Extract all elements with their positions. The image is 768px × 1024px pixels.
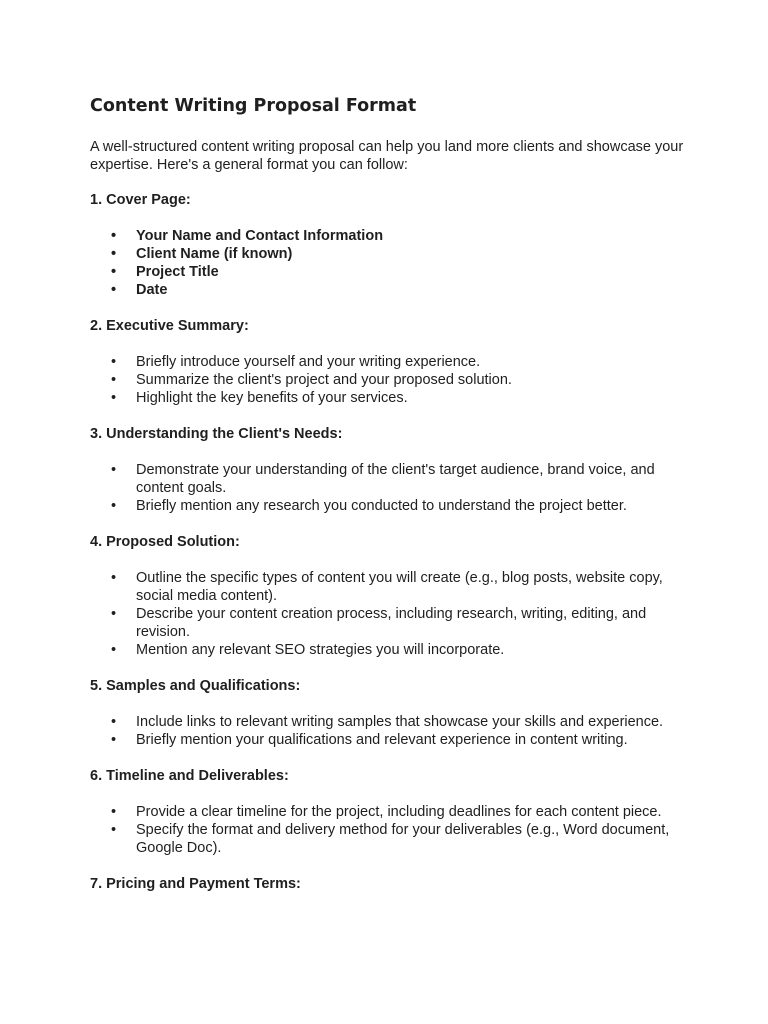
- list-item-text: Briefly introduce yourself and your writing experience.: [136, 354, 481, 370]
- list-item: [90, 353, 690, 371]
- section-heading: 1. Cover Page:: [90, 192, 191, 208]
- bullet-icon: •: [111, 390, 117, 406]
- bullet-icon: •: [111, 282, 117, 298]
- section-6: [90, 767, 690, 857]
- section-heading: 7. Pricing and Payment Terms:: [90, 876, 301, 892]
- bullet-icon: •: [111, 372, 117, 388]
- section-3: [90, 425, 690, 515]
- list-item-text: Your Name and Contact Information: [136, 228, 384, 244]
- section-heading: 2. Executive Summary:: [90, 318, 249, 334]
- list-item: [90, 389, 690, 407]
- section-heading: 6. Timeline and Deliverables:: [90, 768, 289, 784]
- list-item-text: Briefly mention your qualifications and relevant experience in content writing.: [136, 732, 628, 748]
- bullet-list: [90, 569, 690, 659]
- list-item-text: Describe your content creation process, including research, writing, editing, and revision.: [136, 606, 647, 640]
- list-item: [90, 821, 690, 857]
- bullet-list: [90, 461, 690, 515]
- bullet-icon: •: [111, 732, 117, 748]
- section-heading: 3. Understanding the Client's Needs:: [90, 426, 343, 442]
- bullet-icon: •: [111, 714, 117, 730]
- list-item-text: Demonstrate your understanding of the client's target audience, brand voice, and content goals.: [136, 462, 655, 496]
- bullet-list: [90, 803, 690, 857]
- list-item-text: Highlight the key benefits of your services.: [136, 390, 408, 406]
- list-item-text: Briefly mention any research you conducted to understand the project better.: [136, 498, 627, 514]
- list-item-text: Outline the specific types of content you will create (e.g., blog posts, website copy, social media content).: [136, 570, 663, 604]
- list-item: [90, 605, 690, 641]
- list-item-text: Project Title: [136, 264, 219, 280]
- bullet-icon: •: [111, 354, 117, 370]
- section-heading: 4. Proposed Solution:: [90, 534, 240, 550]
- list-item: [90, 803, 690, 821]
- list-item-text: Summarize the client's project and your proposed solution.: [136, 372, 512, 388]
- section-5: [90, 677, 690, 749]
- bullet-icon: •: [111, 570, 117, 586]
- bullet-icon: •: [111, 606, 117, 622]
- bullet-icon: •: [111, 228, 117, 244]
- bullet-icon: •: [111, 642, 117, 658]
- list-item-text: Provide a clear timeline for the project, including deadlines for each content piece.: [136, 804, 662, 820]
- section-1: [90, 191, 690, 299]
- bullet-icon: •: [111, 804, 117, 820]
- list-item: [90, 245, 690, 263]
- bullet-icon: •: [111, 264, 117, 280]
- list-item: [90, 497, 690, 515]
- list-item: [90, 569, 690, 605]
- list-item: [90, 263, 690, 281]
- bullet-list: [90, 353, 690, 407]
- list-item: [90, 713, 690, 731]
- list-item-text: Mention any relevant SEO strategies you will incorporate.: [136, 642, 505, 658]
- sections-container: [90, 191, 690, 893]
- list-item-text: Date: [136, 282, 168, 298]
- document-page: [90, 94, 690, 911]
- list-item-text: Client Name (if known): [136, 246, 293, 262]
- bullet-icon: •: [111, 462, 117, 478]
- section-heading: 5. Samples and Qualifications:: [90, 678, 301, 694]
- document-title: Content Writing Proposal Format: [90, 96, 417, 116]
- section-2: [90, 317, 690, 407]
- bullet-icon: •: [111, 246, 117, 262]
- list-item: [90, 281, 690, 299]
- bullet-icon: •: [111, 822, 117, 838]
- bullet-list: [90, 713, 690, 749]
- intro-paragraph: A well-structured content writing proposal can help you land more clients and showcase your expertise. Here's a general format you can follow:: [90, 139, 684, 173]
- list-item: [90, 371, 690, 389]
- section-4: [90, 533, 690, 659]
- list-item: [90, 227, 690, 245]
- bullet-list: [90, 227, 690, 299]
- list-item: [90, 641, 690, 659]
- list-item-text: Include links to relevant writing samples that showcase your skills and experience.: [136, 714, 664, 730]
- bullet-icon: •: [111, 498, 117, 514]
- list-item: [90, 731, 690, 749]
- list-item: [90, 461, 690, 497]
- list-item-text: Specify the format and delivery method for your deliverables (e.g., Word document, Google Doc).: [136, 822, 670, 856]
- section-7: [90, 875, 690, 893]
